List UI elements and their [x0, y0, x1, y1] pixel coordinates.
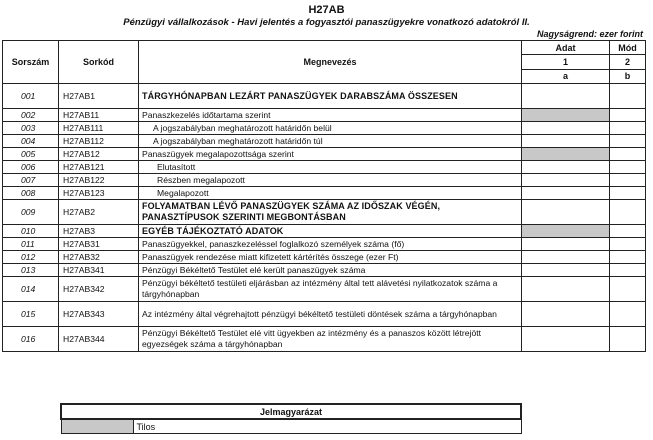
unit-note: Nagyságrend: ezer forint	[536, 29, 643, 39]
row-megnevezes: Megalapozott	[139, 187, 522, 200]
table-row	[3, 251, 646, 264]
table-row	[3, 277, 646, 302]
row-sorszam: 001	[3, 84, 59, 109]
row-megnevezes: Panaszkezelés időtartama szerint	[139, 109, 522, 122]
row-megnevezes: EGYÉB TÁJÉKOZTATÓ ADATOK	[139, 225, 522, 238]
row-sorkod: H27AB11	[59, 109, 139, 122]
adat-cell[interactable]	[522, 264, 610, 277]
row-megnevezes: Pénzügyi Békéltető Testület elé került panaszügyek száma	[139, 264, 522, 277]
row-sorszam: 003	[3, 122, 59, 135]
report-table	[2, 40, 646, 352]
row-sorszam: 015	[3, 302, 59, 327]
row-megnevezes: Panaszügyek rendezése miatt kifizetett kártérítés összege (ezer Ft)	[139, 251, 522, 264]
mod-cell[interactable]	[610, 238, 646, 251]
mod-cell[interactable]	[610, 148, 646, 161]
adat-cell-forbidden	[522, 109, 610, 122]
legend-label: Tilos	[133, 419, 521, 434]
row-megnevezes: Részben megalapozott	[139, 174, 522, 187]
mod-cell[interactable]	[610, 251, 646, 264]
row-sorszam: 005	[3, 148, 59, 161]
adat-cell[interactable]	[522, 251, 610, 264]
mod-cell[interactable]	[610, 122, 646, 135]
table-row	[3, 161, 646, 174]
adat-cell[interactable]	[522, 327, 610, 352]
col-header-mod: Mód	[610, 41, 646, 55]
mod-cell[interactable]	[610, 200, 646, 225]
col-number-mod: 2	[610, 55, 646, 69]
adat-cell[interactable]	[522, 302, 610, 327]
row-sorszam: 008	[3, 187, 59, 200]
row-sorszam: 002	[3, 109, 59, 122]
col-number-adat: 1	[522, 55, 610, 69]
row-sorszam: 013	[3, 264, 59, 277]
row-sorszam: 011	[3, 238, 59, 251]
col-letter-adat: a	[522, 69, 610, 83]
row-sorszam: 010	[3, 225, 59, 238]
mod-cell[interactable]	[610, 161, 646, 174]
table-row	[3, 302, 646, 327]
table-row	[3, 264, 646, 277]
table-row	[3, 84, 646, 109]
adat-cell[interactable]	[522, 174, 610, 187]
mod-cell[interactable]	[610, 109, 646, 122]
table-row	[3, 200, 646, 225]
row-sorkod: H27AB121	[59, 161, 139, 174]
form-code: H27AB	[308, 4, 345, 16]
row-sorkod: H27AB32	[59, 251, 139, 264]
mod-cell[interactable]	[610, 264, 646, 277]
adat-cell[interactable]	[522, 200, 610, 225]
legend-table	[60, 403, 522, 434]
row-sorszam: 012	[3, 251, 59, 264]
row-sorkod: H27AB111	[59, 122, 139, 135]
row-megnevezes: FOLYAMATBAN LÉVŐ PANASZÜGYEK SZÁMA AZ IDŐSZAK VÉGÉN, PANASZTÍPUSOK SZERINTI MEGBONTÁSBAN	[139, 200, 522, 225]
row-megnevezes: A jogszabályban meghatározott határidőn túl	[139, 135, 522, 148]
adat-cell[interactable]	[522, 277, 610, 302]
row-megnevezes: Pénzügyi Békéltető Testület elé vitt ügyekben az intézmény és a panaszos között létrejött egyezségek száma a tárgyhónapban	[139, 327, 522, 352]
col-header-adat: Adat	[522, 41, 610, 55]
row-sorkod: H27AB1	[59, 84, 139, 109]
mod-cell[interactable]	[610, 302, 646, 327]
row-sorkod: H27AB112	[59, 135, 139, 148]
row-sorszam: 009	[3, 200, 59, 225]
adat-cell[interactable]	[522, 238, 610, 251]
row-sorszam: 016	[3, 327, 59, 352]
adat-cell[interactable]	[522, 161, 610, 174]
mod-cell[interactable]	[610, 327, 646, 352]
row-megnevezes: Panaszügyek megalapozottsága szerint	[139, 148, 522, 161]
mod-cell[interactable]	[610, 135, 646, 148]
row-sorkod: H27AB2	[59, 200, 139, 225]
col-header-megnevezes: Megnevezés	[139, 41, 522, 84]
row-sorkod: H27AB3	[59, 225, 139, 238]
row-sorszam: 007	[3, 174, 59, 187]
adat-cell[interactable]	[522, 135, 610, 148]
row-sorkod: H27AB122	[59, 174, 139, 187]
table-row	[3, 327, 646, 352]
row-sorkod: H27AB12	[59, 148, 139, 161]
row-megnevezes: TÁRGYHÓNAPBAN LEZÁRT PANASZÜGYEK DARABSZÁMA ÖSSZESEN	[139, 84, 522, 109]
row-sorkod: H27AB342	[59, 277, 139, 302]
legend-swatch-grey	[61, 419, 133, 434]
mod-cell[interactable]	[610, 225, 646, 238]
row-megnevezes: Az intézmény által végrehajtott pénzügyi békéltető testületi döntések száma a tárgyhónapban	[139, 302, 522, 327]
mod-cell[interactable]	[610, 277, 646, 302]
adat-cell-forbidden	[522, 148, 610, 161]
row-sorkod: H27AB343	[59, 302, 139, 327]
row-sorkod: H27AB31	[59, 238, 139, 251]
table-row	[3, 187, 646, 200]
mod-cell[interactable]	[610, 187, 646, 200]
form-title: Pénzügyi vállalkozások - Havi jelentés a fogyasztói panaszügyekre vonatkozó adatokról II.	[123, 17, 530, 28]
table-row	[3, 135, 646, 148]
table-row	[3, 238, 646, 251]
col-letter-mod: b	[610, 69, 646, 83]
row-megnevezes: A jogszabályban meghatározott határidőn belül	[139, 122, 522, 135]
row-megnevezes: Pénzügyi békéltető testületi eljárásban az intézmény által tett alávetési nyilatkozatok száma a tárgyhónapban	[139, 277, 522, 302]
col-header-sorszam: Sorszám	[3, 41, 59, 84]
adat-cell[interactable]	[522, 122, 610, 135]
row-sorkod: H27AB341	[59, 264, 139, 277]
table-row	[3, 148, 646, 161]
col-header-sorkod: Sorkód	[59, 41, 139, 84]
row-megnevezes: Elutasított	[139, 161, 522, 174]
table-row	[3, 225, 646, 238]
row-sorkod: H27AB123	[59, 187, 139, 200]
table-row	[3, 109, 646, 122]
mod-cell[interactable]	[610, 174, 646, 187]
row-sorszam: 006	[3, 161, 59, 174]
row-sorszam: 014	[3, 277, 59, 302]
row-sorkod: H27AB344	[59, 327, 139, 352]
row-megnevezes: Panaszügyekkel, panaszkezeléssel foglalkozó személyek száma (fő)	[139, 238, 522, 251]
legend-title: Jelmagyarázat	[61, 404, 521, 419]
adat-cell[interactable]	[522, 84, 610, 109]
row-sorszam: 004	[3, 135, 59, 148]
mod-cell[interactable]	[610, 84, 646, 109]
table-row	[3, 174, 646, 187]
adat-cell-forbidden	[522, 225, 610, 238]
adat-cell[interactable]	[522, 187, 610, 200]
table-row	[3, 122, 646, 135]
